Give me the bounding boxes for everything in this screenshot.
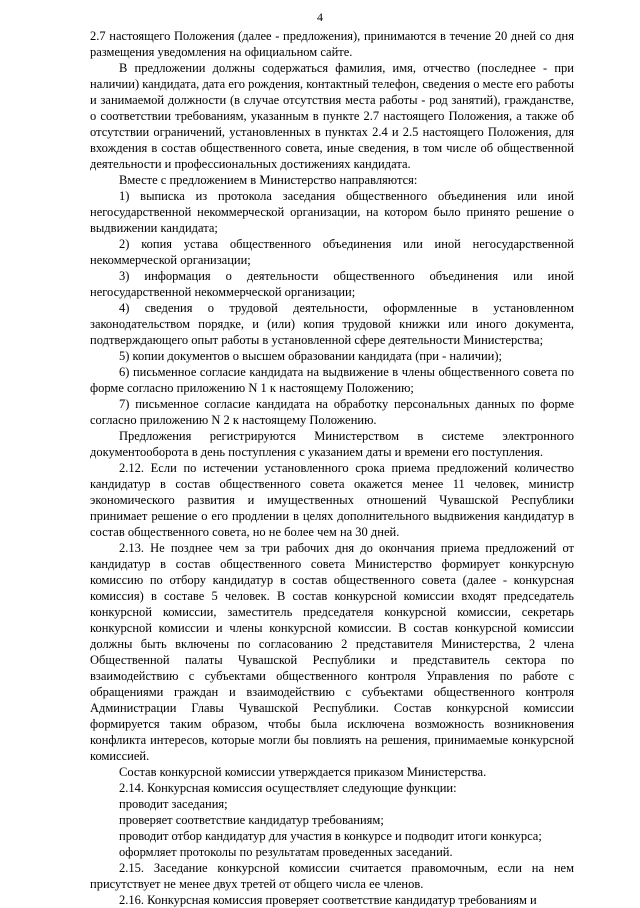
- list-item: проводит отбор кандидатур для участия в конкурсе и подводит итоги конкурса;: [119, 829, 542, 843]
- list-item: проверяет соответствие кандидатур требованиям;: [119, 813, 384, 827]
- paragraph: 2.15. Заседание конкурсной комиссии считается правомочным, если на нем присутствует не менее двух третей от общего числа ее членов.: [90, 861, 574, 891]
- document-body: [90, 28, 574, 908]
- paragraph: 2.12. Если по истечении установленного срока приема предложений количество кандидатур в состав общественного совета окажется менее 11 человек, министр экономического развития и имущественных отношений Чувашской Республики принимает решение о его продлении в целях дополнительного выдвижения кандидатур в состав общественного совета, но не более чем на 30 дней.: [90, 461, 574, 539]
- page-number: 4: [317, 10, 323, 24]
- list-item: 2) копия устава общественного объединения или иной негосударственной некоммерческой организации;: [90, 237, 574, 267]
- list-item: 1) выписка из протокола заседания общественного объединения или иной негосударственной некоммерческой организации, на котором было принято решение о выдвижении кандидата;: [90, 189, 574, 235]
- paragraph: 2.7 настоящего Положения (далее - предложения), принимаются в течение 20 дней со дня размещения уведомления на официальном сайте.: [90, 29, 574, 59]
- paragraph: 2.14. Конкурсная комиссия осуществляет следующие функции:: [119, 781, 457, 795]
- list-item: оформляет протоколы по результатам проведенных заседаний.: [119, 845, 453, 859]
- paragraph: В предложении должны содержаться фамилия, имя, отчество (последнее - при наличии) кандидата, дата его рождения, контактный телефон, сведения о месте его работы и занимаемой должности (в случае отсутствия места работы - род занятий), гражданстве, о соответствии требованиям, указанным в пункте 2.7 настоящего Положения, а также об отсутствии ограничений, установленных в пунктах 2.4 и 2.5 настоящего Положения, для вхождения в состав общественного совета, иные сведения, в том числе об общественной деятельности и профессиональных достижениях кандидата.: [90, 61, 574, 171]
- list-item: 7) письменное согласие кандидата на обработку персональных данных по форме согласно приложению N 2 к настоящему Положению.: [90, 397, 574, 427]
- list-item: 6) письменное согласие кандидата на выдвижение в члены общественного совета по форме согласно приложению N 1 к настоящему Положению;: [90, 365, 574, 395]
- paragraph: Предложения регистрируются Министерством в системе электронного документооборота в день поступления с указанием даты и времени его поступления.: [90, 429, 574, 459]
- list-item: 4) сведения о трудовой деятельности, оформленные в установленном законодательством порядке, и (или) копия трудовой книжки или иного документа, подтверждающего опыт работы в установленной сфере деятельности Министерства;: [90, 301, 574, 347]
- list-item: 3) информация о деятельности общественного объединения или иной негосударственной некоммерческой организации;: [90, 269, 574, 299]
- paragraph: 2.16. Конкурсная комиссия проверяет соответствие кандидатур требованиям и: [119, 893, 537, 907]
- paragraph: Вместе с предложением в Министерство направляются:: [119, 173, 418, 187]
- list-item: 5) копии документов о высшем образовании кандидата (при - наличии);: [119, 349, 502, 363]
- paragraph: 2.13. Не позднее чем за три рабочих дня до окончания приема предложений от кандидатур в состав общественного совета Министерство формирует конкурсную комиссию по отбору кандидатур в состав общественного совета (далее - конкурсная комиссия) в составе 5 человек. В состав конкурсной комиссии входят председатель конкурсной комиссии, заместитель председателя конкурсной комиссии, секретарь конкурсной комиссии и члены конкурсной комиссии. В состав конкурсной комиссии должны быть включены по согласованию 2 представителя Министерства, 2 члена Общественной палаты Чувашской Республики и представитель сектора по взаимодействию с субъектами общественного контроля Управления по работе с обращениями граждан и взаимодействию с субъектами общественного контроля Администрации Главы Чувашской Республики. Состав конкурсной комиссии формируется таким образом, чтобы была исключена возможность возникновения конфликта интересов, которые могли бы повлиять на решения, принимаемые конкурсной комиссией.: [90, 541, 574, 763]
- list-item: проводит заседания;: [119, 797, 228, 811]
- paragraph: Состав конкурсной комиссии утверждается приказом Министерства.: [119, 765, 487, 779]
